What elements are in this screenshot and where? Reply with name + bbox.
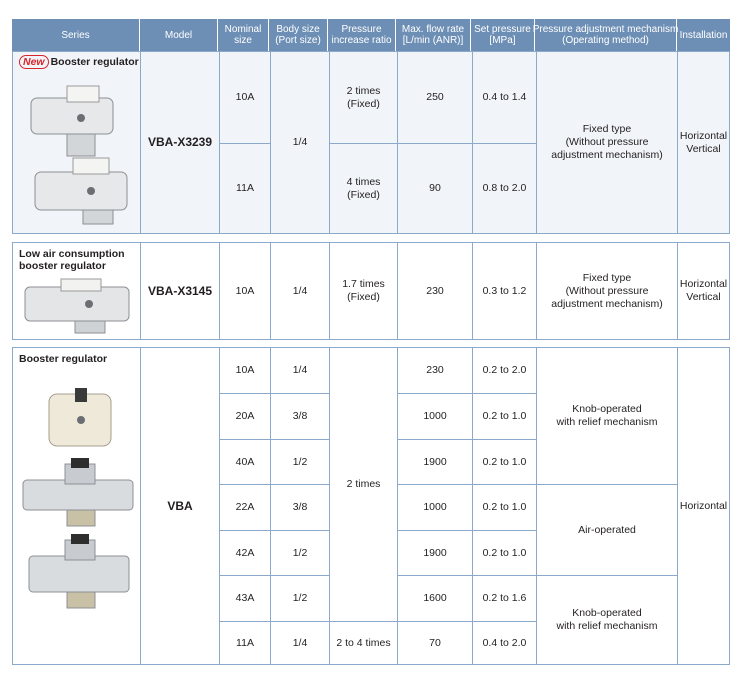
mechanism-cell: Air-operated (578, 523, 636, 536)
pressure-cell: 0.2 to 1.0 (482, 455, 527, 468)
pressure-cell: 0.2 to 2.0 (482, 364, 527, 376)
new-badge: New (19, 55, 49, 69)
booster-regulator-image (27, 78, 133, 226)
mechanism-cell: Knob-operated with relief mechanism (556, 607, 658, 632)
header-series: Series (12, 19, 140, 51)
pressure-cell: 0.8 to 2.0 (482, 182, 527, 194)
header-pressure-ratio: Pressure increase ratio (328, 19, 396, 51)
nominal-size-cell: 43A (235, 592, 255, 604)
mechanism-cell: Fixed type (Without pressure adjustment mechanism) (551, 123, 663, 161)
group-vba-x3145 (12, 242, 730, 340)
flow-cell: 1000 (423, 410, 447, 422)
pressure-cell: 0.4 to 1.4 (482, 91, 527, 103)
vba-booster-image (19, 388, 137, 620)
table-header (12, 19, 730, 51)
pressure-cell: 0.2 to 1.0 (482, 410, 527, 422)
nominal-size-cell: 42A (235, 546, 255, 559)
mechanism-cell: Knob-operated with relief mechanism (556, 403, 658, 428)
flow-cell: 1900 (423, 546, 447, 559)
group-vba-x3239 (12, 51, 730, 234)
flow-cell: 1900 (423, 455, 447, 468)
port-size-cell: 1/4 (292, 364, 308, 376)
model-name: VBA-X3239 (147, 135, 213, 149)
ratio-cell: 4 times (Fixed) (346, 175, 381, 201)
flow-cell: 250 (426, 91, 444, 103)
low-consumption-booster-image (23, 277, 135, 335)
flow-cell: 230 (426, 364, 444, 376)
port-size-cell: 3/8 (292, 501, 308, 513)
installation-cell: Horizontal (679, 499, 728, 512)
port-size-cell: 1/2 (292, 592, 308, 604)
pressure-cell: 0.2 to 1.6 (482, 592, 527, 604)
ratio-cell: 2 times (346, 478, 381, 490)
port-size-cell: 1/4 (292, 636, 308, 649)
pressure-cell: 0.3 to 1.2 (482, 284, 527, 297)
port-size-cell: 1/2 (292, 455, 308, 468)
model-name: VBA-X3145 (147, 283, 213, 298)
flow-cell: 1000 (423, 501, 447, 513)
header-installation: Installation (679, 29, 728, 41)
header-mechanism: Pressure adjustment mechanism (Operating method) (535, 19, 677, 51)
mechanism-cell: Fixed type (Without pressure adjustment mechanism) (551, 271, 663, 310)
flow-cell: 1600 (423, 592, 447, 604)
series-title: Booster regulator (19, 353, 108, 365)
header-nominal-size: Nominal size (218, 19, 269, 51)
installation-cell: Horizontal Vertical (679, 129, 728, 155)
series-title: Low air consumption booster regulator (19, 248, 125, 272)
nominal-size-cell: 10A (235, 364, 255, 376)
nominal-size-cell: 11A (236, 182, 254, 194)
ratio-cell: 1.7 times (Fixed) (342, 278, 385, 303)
port-size-cell: 1/2 (292, 546, 308, 559)
header-model: Model (140, 19, 218, 51)
ratio-cell: 2 to 4 times (336, 636, 391, 649)
nominal-size-cell: 22A (235, 501, 255, 513)
flow-cell: 70 (429, 636, 441, 649)
port-size-cell: 1/4 (292, 284, 308, 297)
port-size-cell: 3/8 (292, 410, 308, 422)
nominal-size-cell: 10A (235, 284, 255, 297)
nominal-size-cell: 40A (235, 455, 255, 468)
group-vba (12, 347, 730, 665)
installation-cell: Horizontal Vertical (679, 278, 728, 303)
nominal-size-cell: 10A (235, 91, 255, 103)
pressure-cell: 0.4 to 2.0 (482, 636, 527, 649)
header-body-size: Body size (Port size) (269, 19, 328, 51)
port-size-cell: 1/4 (292, 136, 308, 148)
flow-cell: 90 (429, 182, 441, 194)
nominal-size-cell: 11A (236, 636, 254, 649)
model-name: VBA (167, 498, 193, 513)
pressure-cell: 0.2 to 1.0 (482, 501, 527, 513)
nominal-size-cell: 20A (235, 410, 255, 422)
flow-cell: 230 (426, 284, 444, 297)
header-set-pressure: Set pressure [MPa] (471, 19, 535, 51)
ratio-cell: 2 times (Fixed) (346, 84, 381, 110)
pressure-cell: 0.2 to 1.0 (482, 546, 527, 559)
series-title (19, 56, 139, 68)
header-max-flow: Max. flow rate [L/min (ANR)] (396, 19, 471, 51)
series-title-text: Booster regulator (50, 56, 139, 68)
